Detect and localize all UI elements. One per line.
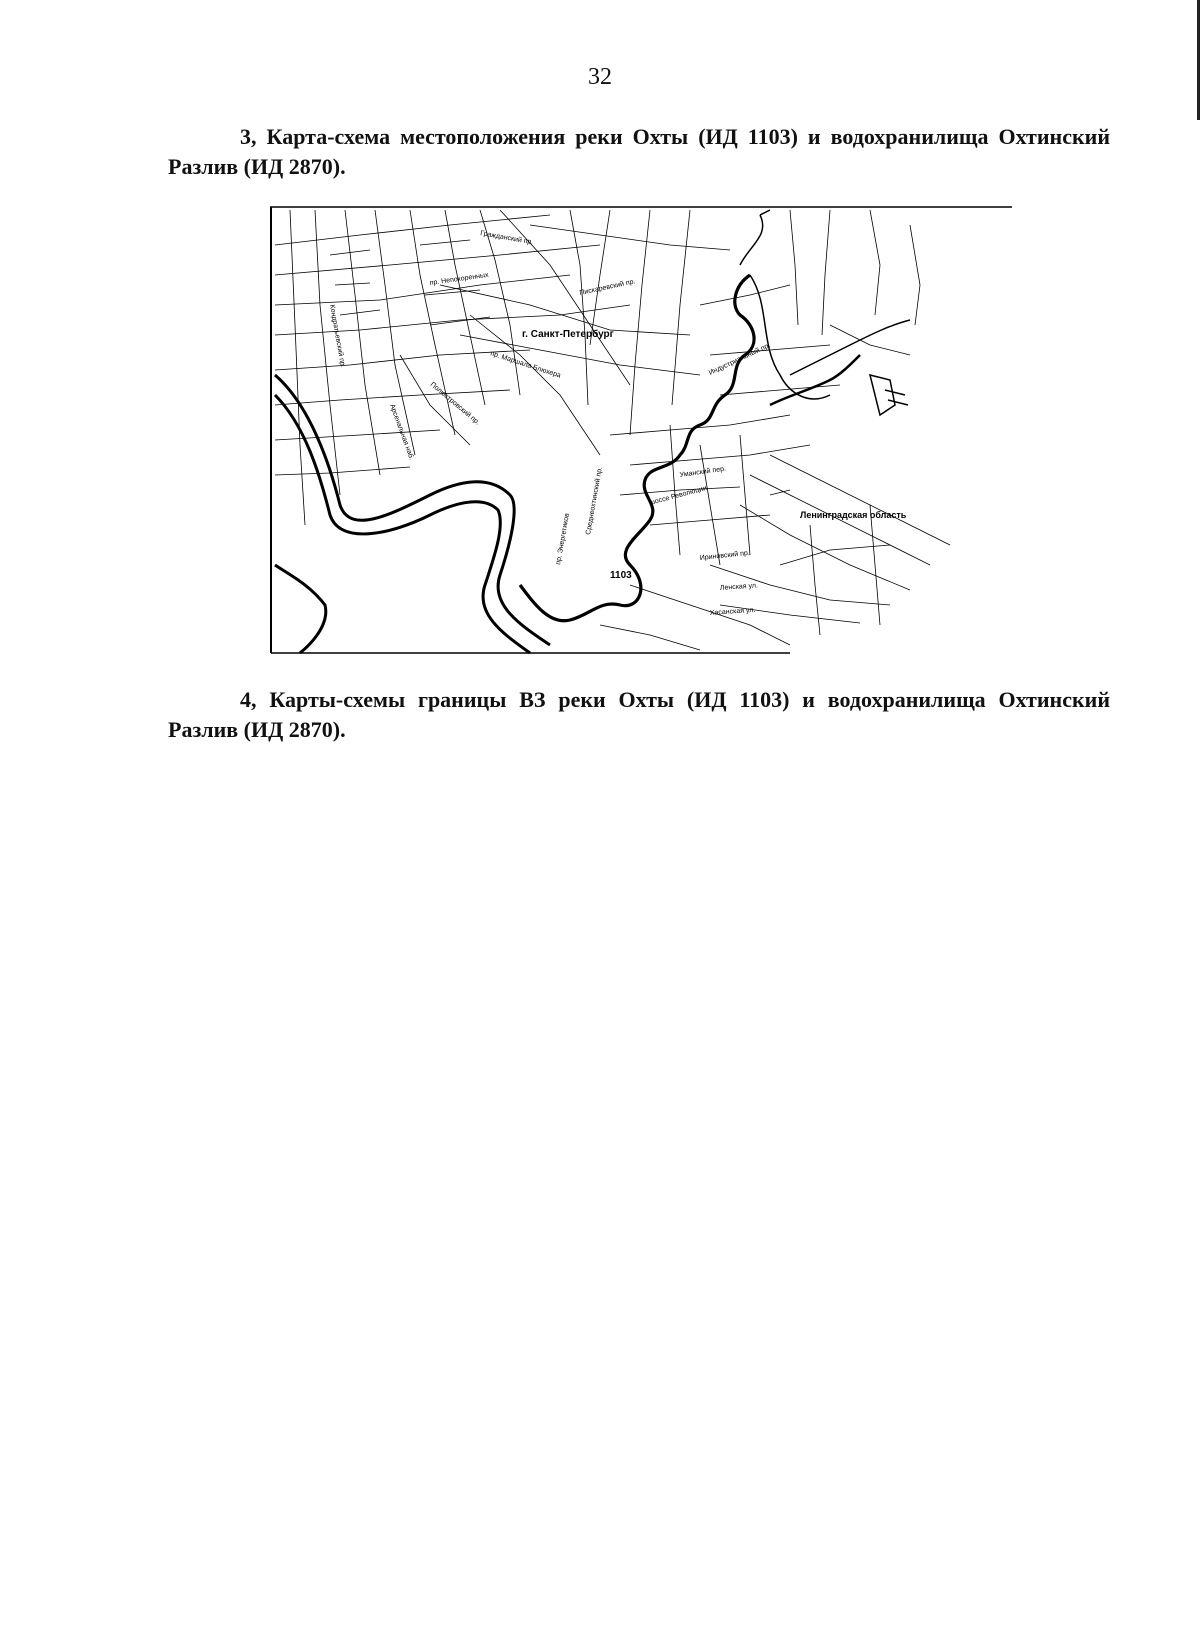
- street-label-10: Индустриальный пр.: [707, 342, 772, 377]
- location-map-drawing: [270, 205, 1012, 655]
- street-label-5: Полюстровский пр.: [428, 381, 481, 427]
- caption-item-4-number: 4,: [240, 687, 257, 712]
- street-label-8: Среднеохтинский пр.: [585, 466, 604, 536]
- street-grid-east: [600, 210, 950, 650]
- street-label-4: пр. Маршала Блюхера: [489, 350, 562, 380]
- okhta-river: [520, 275, 754, 621]
- reservoir-outline: [740, 210, 910, 415]
- street-label-3: Пискаревский пр.: [578, 278, 637, 297]
- caption-item-4: [168, 685, 1110, 745]
- city-label: г. Санкт-Петербург: [522, 329, 614, 340]
- location-map: [270, 205, 1012, 655]
- river-id-label: 1103: [610, 570, 632, 581]
- caption-item-3-number: 3,: [240, 124, 257, 149]
- street-label-7: пр. Энергетиков: [555, 512, 572, 566]
- caption-item-4-text: Карты-схемы границы ВЗ реки Охты (ИД 1103) и водохранилища Охтинский Разлив (ИД 2870).: [168, 687, 1111, 742]
- neva-river: [275, 375, 550, 653]
- street-label-9: шоссе Революции: [648, 484, 708, 507]
- region-label: Ленинградская область: [800, 510, 907, 520]
- caption-item-3: [168, 122, 1110, 182]
- street-label-1: пр. Непокоренных: [429, 271, 489, 287]
- street-label-12: Ириновский пр.: [699, 549, 751, 562]
- street-label-13: Ленская ул.: [719, 582, 759, 592]
- region-pointer-line: [770, 490, 790, 495]
- street-label-6: Арсенальная наб.: [388, 403, 415, 461]
- page-number: 32: [588, 64, 612, 90]
- street-label-14: Хасанская ул.: [709, 606, 756, 617]
- street-grid-north: [400, 210, 840, 565]
- street-label-0: Гражданский пр.: [479, 230, 534, 247]
- street-label-2: Кондратьевский пр.: [328, 304, 347, 369]
- caption-item-3-text: Карта-схема местоположения реки Охты (ИД 1103) и водохранилища Охтинский Разлив (ИД 2870).: [168, 124, 1110, 179]
- street-label-11: Уманский пер.: [679, 465, 727, 479]
- street-grid-west: [275, 210, 630, 525]
